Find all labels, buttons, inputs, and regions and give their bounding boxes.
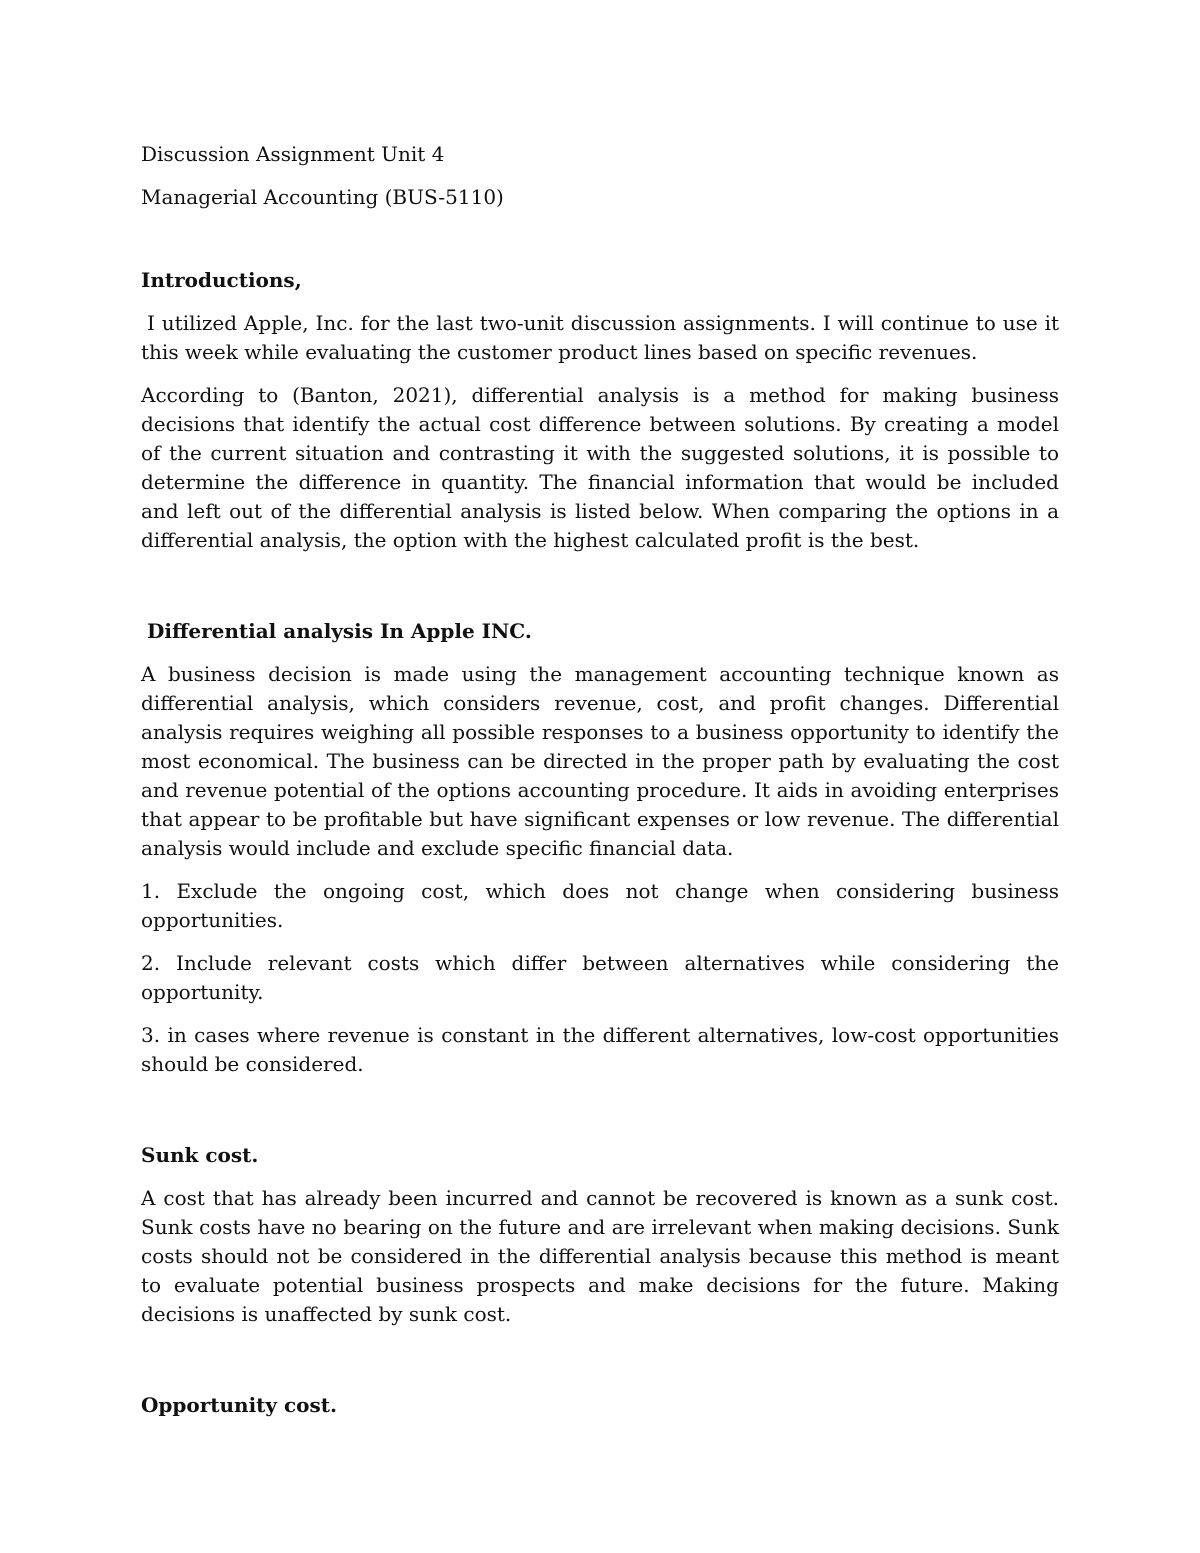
- introductions-paragraph-2: According to (Banton, 2021), differential analysis is a method for making business decisions that identify the actual cost difference between solutions. By creating a model of the current situation and contrasting it with the suggested solutions, it is possible to determine the difference in quantity. The financial information that would be included and left out of the differential analysis is listed below. When comparing the options in a differential analysis, the option with the highest calculated profit is the best.: [141, 383, 1059, 552]
- sunk-cost-heading: Sunk cost.: [141, 1143, 259, 1167]
- introductions-heading: Introductions,: [141, 268, 302, 292]
- section-spacer: [141, 1343, 1059, 1391]
- differential-analysis-paragraph: A business decision is made using the management accounting technique known as differential analysis, which considers revenue, cost, and profit changes. Differential analysis requires weighing all possible responses to a business opportunity to identify the most economical. The business can be directed in the proper path by evaluating the cost and revenue potential of the options accounting procedure. It aids in avoiding enterprises that appear to be profitable but have significant expenses or low revenue. The differential analysis would include and exclude specific financial data.: [141, 662, 1059, 860]
- opportunity-cost-heading: Opportunity cost.: [141, 1393, 337, 1417]
- document-title: Discussion Assignment Unit 4: [141, 142, 445, 166]
- section-spacer: [141, 1093, 1059, 1141]
- course-name: Managerial Accounting (BUS-5110): [141, 185, 504, 209]
- list-item: 2. Include relevant costs which differ between alternatives while considering the opportunity.: [141, 951, 1059, 1004]
- document-page: [141, 140, 1059, 1434]
- differential-analysis-heading: Differential analysis In Apple INC.: [147, 619, 532, 643]
- introductions-paragraph-1: I utilized Apple, Inc. for the last two-unit discussion assignments. I will continue to use it this week while evaluating the customer product lines based on specific revenues.: [141, 311, 1059, 364]
- list-item: 1. Exclude the ongoing cost, which does not change when considering business opportunities.: [141, 879, 1059, 932]
- list-item: 3. in cases where revenue is constant in the different alternatives, low-cost opportunities should be considered.: [141, 1023, 1059, 1076]
- sunk-cost-paragraph: A cost that has already been incurred and cannot be recovered is known as a sunk cost. Sunk costs have no bearing on the future and are irrelevant when making decisions. Sunk costs should not be considered in the differential analysis because this method is meant to evaluate potential business prospects and make decisions for the future. Making decisions is unaffected by sunk cost.: [141, 1186, 1059, 1326]
- differential-analysis-list: [141, 877, 1059, 1079]
- section-spacer: [141, 569, 1059, 617]
